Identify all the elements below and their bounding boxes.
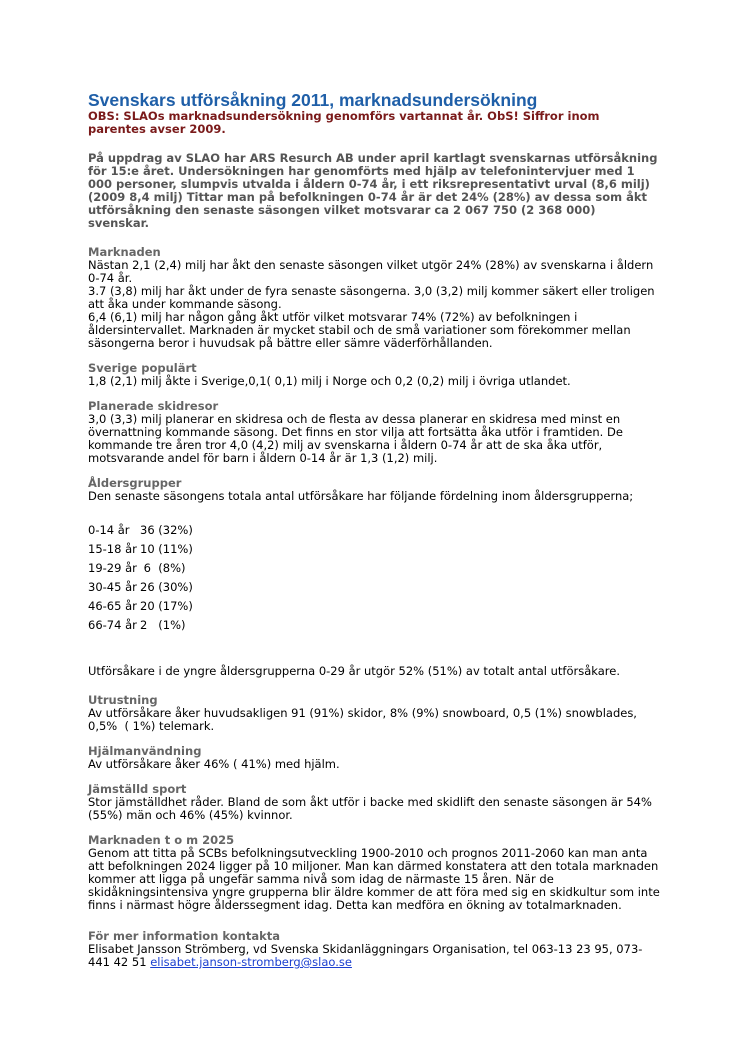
age-range: 0-14 år [88,523,130,537]
age-group-table [88,524,660,638]
table-row [88,600,660,619]
section-heading: Marknaden t o m 2025 [88,833,235,847]
section-hjalmanvandning [88,745,660,771]
paragraph: Nästan 2,1 (2,4) milj har åkt den senaste säsongen vilket utgör 24% (28%) av svenskarna i åldern 0-74 år. [88,258,654,285]
table-row [88,524,660,543]
section-heading: Marknaden [88,245,161,259]
table-row [88,581,660,600]
age-value: 10 (11%) [140,542,193,556]
section-heading: Planerade skidresor [88,399,219,413]
paragraph: 3,0 (3,3) milj planerar en skidresa och de flesta av dessa planerar en skidresa med minst en övernattning kommande säsong. Det finns en stor vilja att fortsätta åka utför i framtiden. De kommande tre åren tror 4,0 (4,2) milj av svenskarna i åldern 0-74 år att de ska åka utför, motsvarande andel för barn i åldern 0-14 år är 1,3 (1,2) milj. [88,412,623,465]
section-marknaden [88,246,660,350]
table-row [88,543,660,562]
section-heading: Sverige populärt [88,361,197,375]
section-heading: Jämställd sport [88,782,187,796]
contact-block [88,930,660,969]
age-value: 20 (17%) [140,599,193,613]
intro-paragraph: På uppdrag av SLAO har ARS Resurch AB under april kartlagt svenskarnas utförsåkning för 15:e året. Undersökningen har genomförts med hjälp av telefonintervjuer med 1 000 personer, slumpvis utvalda i åldern 0-74 år, i ett riksrepresentativt urval (8,6 milj)(2009 8,4 milj) Tittar man på befolkningen 0-74 år är det 24% (28%) av dessa som åkt utförsåkning den senaste säsongen vilket motsvarar ca 2 067 750 (2 368 000) svenskar. [88,151,658,230]
obs-note: OBS: SLAOs marknadsundersökning genomförs vartannat år. ObS! Siffror inom parentes avser 2009. [88,109,600,136]
paragraph: 1,8 (2,1) milj åkte i Sverige,0,1( 0,1) milj i Norge och 0,2 (0,2) milj i övriga utlandet. [88,374,571,388]
age-value: 2 (1%) [140,618,186,632]
paragraph: Stor jämställdhet råder. Bland de som åkt utför i backe med skidlift den senaste säsongen är 54% (55%) män och 46% (45%) kvinnor. [88,795,652,822]
section-marknaden-2025 [88,834,660,912]
paragraph: Den senaste säsongens totala antal utförsåkare har följande fördelning inom åldersgrupperna; [88,489,634,503]
paragraph: 3.7 (3,8) milj har åkt under de fyra senaste säsongerna. 3,0 (3,2) milj kommer säkert eller troligen att åka under kommande säsong. [88,284,655,311]
section-jamstalld [88,783,660,822]
age-range: 30-45 år [88,580,137,594]
age-summary: Utförsåkare i de yngre åldersgrupperna 0-29 år utgör 52% (51%) av totalt antal utförsåkare. [88,664,620,678]
paragraph: 6,4 (6,1) milj har någon gång åkt utför vilket motsvarar 74% (72%) av befolkningen i åldersintervallet. Marknaden är mycket stabil och de små variationer som förekommer mellan säsongerna beror i huvudsak på bättre eller sämre väderförhållanden. [88,310,631,350]
age-range: 15-18 år [88,542,137,556]
age-value: 26 (30%) [140,580,193,594]
paragraph: Av utförsåkare åker huvudsakligen 91 (91%) skidor, 8% (9%) snowboard, 0,5 (1%) snowblades, 0,5% ( 1%) telemark. [88,706,641,733]
document-title: Svenskars utförsåkning 2011, marknadsundersökning [88,90,538,110]
section-planerade [88,400,660,465]
age-value: 6 (8%) [140,561,186,575]
section-heading: Hjälmanvändning [88,744,202,758]
age-range: 66-74 år [88,618,137,632]
section-heading: Utrustning [88,693,158,707]
section-sverige [88,362,660,388]
age-range: 19-29 år [88,561,137,575]
document-content [88,90,660,969]
contact-heading: För mer information kontakta [88,929,280,943]
contact-email-link[interactable]: elisabet.janson-stromberg@slao.se [150,955,352,969]
paragraph: Av utförsåkare åker 46% ( 41%) med hjälm. [88,757,340,771]
table-row [88,562,660,581]
age-value: 36 (32%) [140,523,193,537]
section-aldersgrupper [88,477,660,678]
paragraph: Genom att titta på SCBs befolkningsutveckling 1900-2010 och prognos 2011-2060 kan man anta att befolkningen 2024 ligger på 10 miljoner. Man kan därmed konstatera att den totala marknaden kommer att ligga på ungefär samma nivå som idag de närmaste 15 åren. När de skidåkningsintensiva yngre grupperna blir äldre kommer de att föra med sig en skidkultur som inte finns i närmast högre ålderssegment idag. Detta kan medföra en ökning av totalmarknaden. [88,846,660,912]
section-heading: Åldersgrupper [88,476,182,490]
contact-details: Elisabet Jansson Strömberg, vd Svenska Skidanläggningars Organisation, tel 063-13 23 95, 073-441 42 51 [88,942,643,969]
contact-text [88,943,660,969]
table-row [88,619,660,638]
section-utrustning [88,694,660,733]
age-range: 46-65 år [88,599,137,613]
